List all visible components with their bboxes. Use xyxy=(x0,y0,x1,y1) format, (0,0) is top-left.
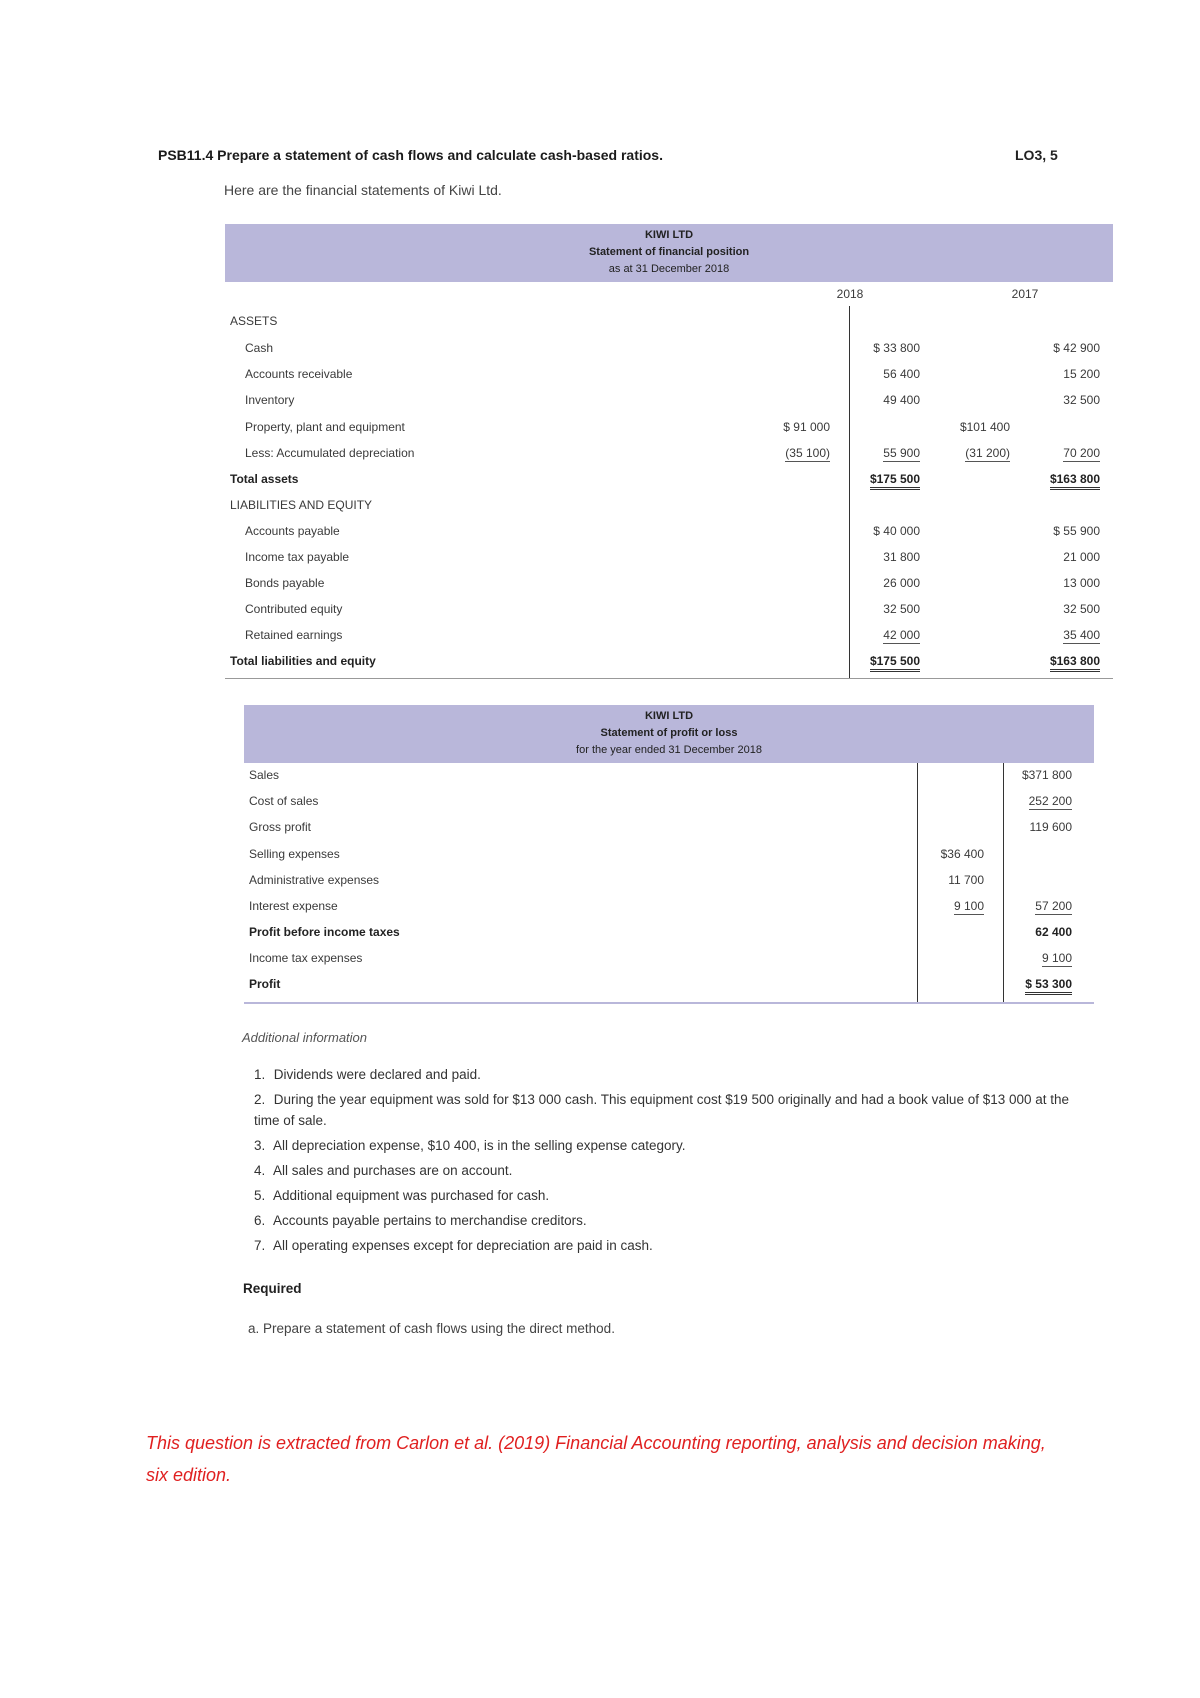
pl-subtitle: for the year ended 31 December 2018 xyxy=(576,744,762,756)
total-assets-label: Total assets xyxy=(230,472,299,486)
liabilities-heading: LIABILITIES AND EQUITY xyxy=(230,498,373,512)
sales-label: Sales xyxy=(249,768,280,782)
tax-label: Income tax expenses xyxy=(249,951,363,965)
receivables-2018: 56 400 xyxy=(883,367,920,381)
receivables-label: Accounts receivable xyxy=(245,367,353,381)
sfp-year-2017: 2017 xyxy=(1011,287,1039,301)
bonds-label: Bonds payable xyxy=(245,576,325,590)
total-le-2018: $175 500 xyxy=(840,654,920,668)
pbt-value: 62 400 xyxy=(1035,925,1072,939)
bonds-2017: 13 000 xyxy=(1063,576,1100,590)
list-item: 2. During the year equipment was sold for $13 000 cash. This equipment cost $19 500 originally and had a book value of $13 000 at the time of sale. xyxy=(254,1092,1070,1128)
profit-value: $ 53 300 xyxy=(1000,977,1072,991)
retained-label: Retained earnings xyxy=(245,628,343,642)
cash-label: Cash xyxy=(245,341,274,355)
taxpayable-label: Income tax payable xyxy=(245,550,350,564)
admin-value: 11 700 xyxy=(948,873,984,887)
accdep-2018-gross: (35 100) xyxy=(785,446,830,460)
tax-value: 9 100 xyxy=(1041,951,1072,965)
cash-2018: $ 33 800 xyxy=(873,341,920,355)
retained-2018: 42 000 xyxy=(883,628,920,642)
pl-company: KIWI LTD xyxy=(644,710,694,722)
sfp-subtitle: as at 31 December 2018 xyxy=(608,263,730,275)
accdep-label: Less: Accumulated depreciation xyxy=(245,446,415,460)
list-item: 4. All sales and purchases are on account. xyxy=(254,1163,513,1178)
inventory-2018: 49 400 xyxy=(883,393,920,407)
inventory-2017: 32 500 xyxy=(1063,393,1100,407)
additional-info-list xyxy=(254,1064,1084,1260)
payables-2017: $ 55 900 xyxy=(1053,524,1100,538)
equity-2017: 32 500 xyxy=(1063,602,1100,616)
accdep-2017-gross: (31 200) xyxy=(965,446,1010,460)
ppe-label: Property, plant and equipment xyxy=(245,420,405,434)
sales-value: $371 800 xyxy=(1021,768,1072,782)
sfp-bottom-rule xyxy=(225,678,1113,679)
gross-label: Gross profit xyxy=(249,820,312,834)
list-item: 1. Dividends were declared and paid. xyxy=(254,1067,481,1082)
total-le-2017: $163 800 xyxy=(1020,654,1100,668)
required-heading: Required xyxy=(243,1281,302,1296)
equity-label: Contributed equity xyxy=(245,602,343,616)
pl-bottom-rule xyxy=(244,1002,1094,1004)
interest-label: Interest expense xyxy=(249,899,338,913)
required-a: a. Prepare a statement of cash flows using the direct method. xyxy=(248,1321,615,1336)
pl-header xyxy=(244,705,1094,763)
gross-value: 119 600 xyxy=(1029,820,1072,834)
inventory-label: Inventory xyxy=(245,393,295,407)
total-assets-2017: $163 800 xyxy=(1020,472,1100,486)
cash-2017: $ 42 900 xyxy=(1053,341,1100,355)
receivables-2017: 15 200 xyxy=(1063,367,1100,381)
equity-2018: 32 500 xyxy=(883,602,920,616)
sfp-year-2018: 2018 xyxy=(836,287,864,301)
problem-title: PSB11.4 Prepare a statement of cash flows and calculate cash-based ratios. xyxy=(158,147,663,163)
source-note: This question is extracted from Carlon et al. (2019) Financial Accounting reporting, analysis and decision making, six edition. xyxy=(146,1433,1046,1485)
list-item: 6. Accounts payable pertains to merchandise creditors. xyxy=(254,1213,587,1228)
intro-text: Here are the financial statements of Kiwi Ltd. xyxy=(224,182,502,198)
selling-label: Selling expenses xyxy=(249,847,340,861)
total-assets-2018: $175 500 xyxy=(840,472,920,486)
sfp-company: KIWI LTD xyxy=(644,229,694,241)
list-item: 7. All operating expenses except for depreciation are paid in cash. xyxy=(254,1238,653,1253)
assets-heading: ASSETS xyxy=(230,314,278,328)
cos-label: Cost of sales xyxy=(249,794,319,808)
accdep-2017-net: 70 200 xyxy=(1063,446,1100,460)
list-item: 5. Additional equipment was purchased for cash. xyxy=(254,1188,550,1203)
learning-objectives: LO3, 5 xyxy=(1015,147,1058,163)
accdep-2018-net: 55 900 xyxy=(883,446,920,460)
cos-value: 252 200 xyxy=(1028,794,1072,808)
ppe-2017-gross: $101 400 xyxy=(959,420,1010,434)
interest-value: 9 100 xyxy=(953,899,984,913)
sfp-header xyxy=(225,224,1113,282)
bonds-2018: 26 000 xyxy=(883,576,920,590)
profit-label: Profit xyxy=(249,977,281,991)
total-expenses-value: 57 200 xyxy=(1035,899,1072,913)
list-item: 3. All depreciation expense, $10 400, is in the selling expense category. xyxy=(254,1138,686,1153)
payables-2018: $ 40 000 xyxy=(873,524,920,538)
pl-divider-left xyxy=(917,763,918,1003)
taxpayable-2018: 31 800 xyxy=(883,550,920,564)
pl-title: Statement of profit or loss xyxy=(600,727,738,739)
payables-label: Accounts payable xyxy=(245,524,340,538)
selling-value: $36 400 xyxy=(940,847,984,861)
additional-info-title: Additional information xyxy=(242,1030,368,1045)
sfp-divider xyxy=(849,306,850,678)
taxpayable-2017: 21 000 xyxy=(1063,550,1100,564)
pbt-label: Profit before income taxes xyxy=(249,925,400,939)
total-le-label: Total liabilities and equity xyxy=(230,654,376,668)
ppe-2018-gross: $ 91 000 xyxy=(783,420,830,434)
sfp-title: Statement of financial position xyxy=(588,246,750,258)
admin-label: Administrative expenses xyxy=(249,873,380,887)
retained-2017: 35 400 xyxy=(1063,628,1100,642)
